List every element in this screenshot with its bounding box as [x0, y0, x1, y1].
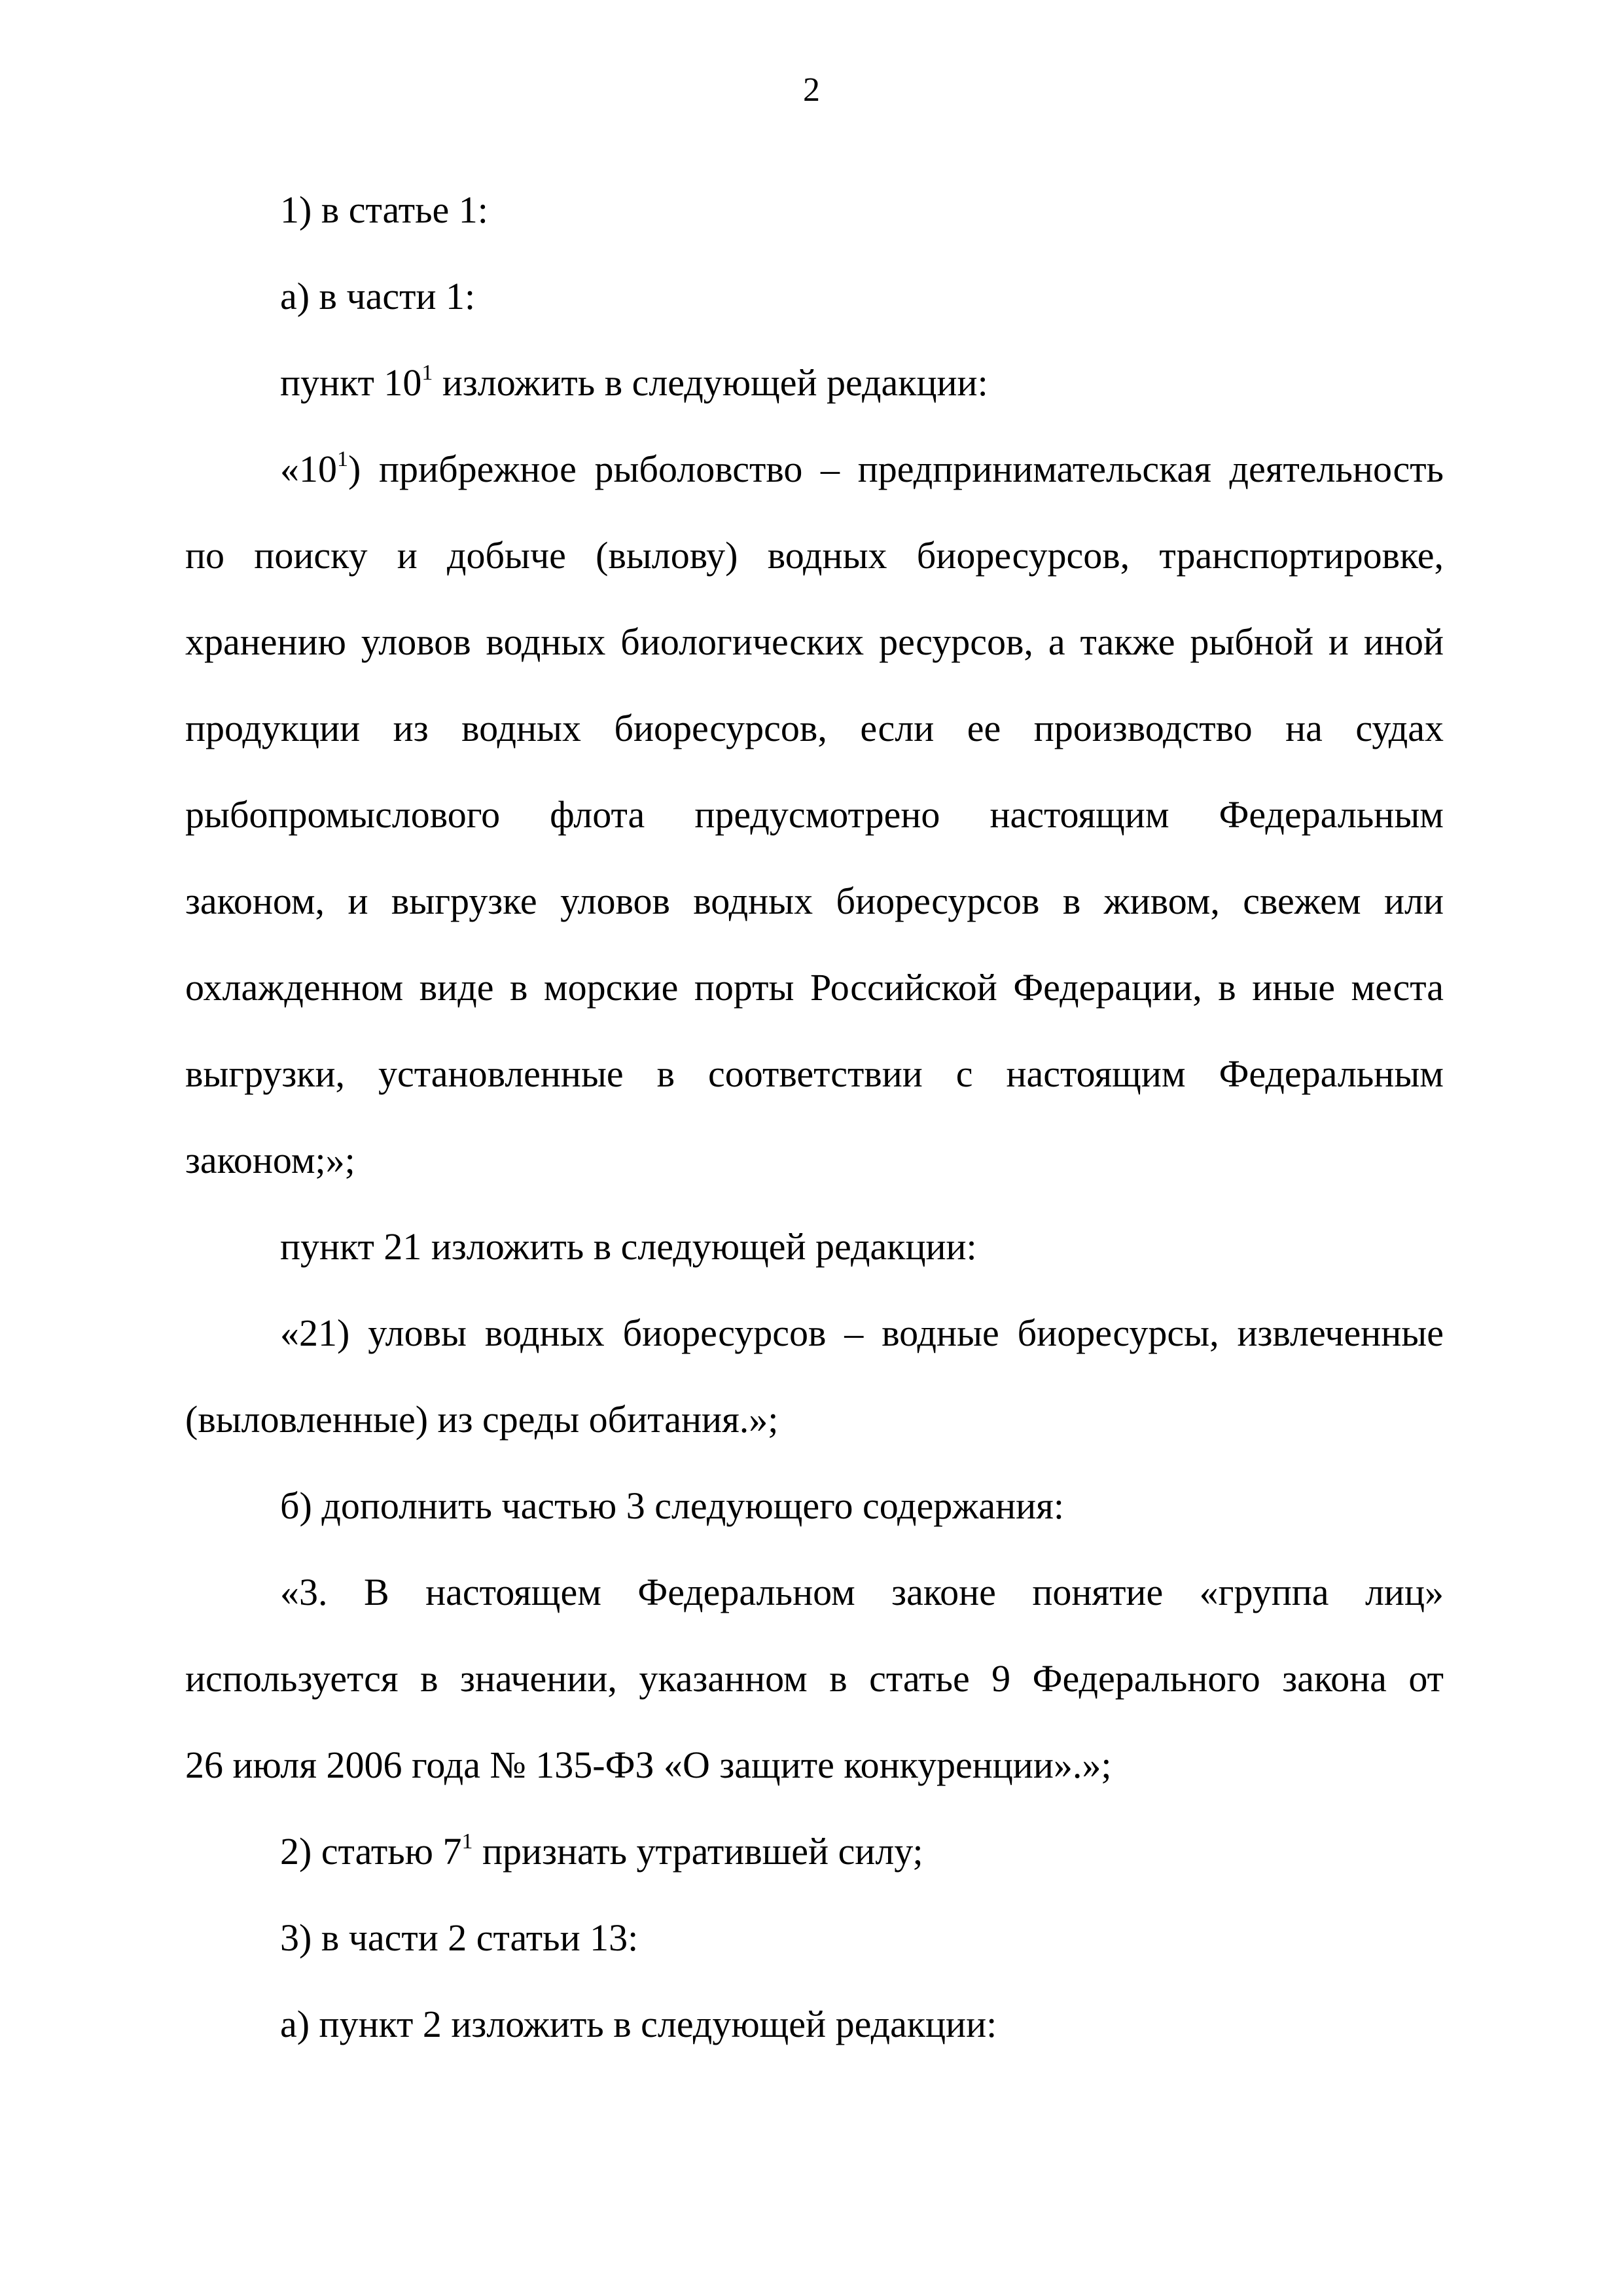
line-text: «10: [280, 448, 337, 490]
page-number: 2: [803, 71, 820, 109]
superscript-index: 1: [461, 1829, 473, 1854]
paragraph-line: хранению уловов водных биологических ресурсов, а также рыбной и иной: [185, 620, 1444, 663]
paragraph-line: по поиску и добыче (вылову) водных биоресурсов, транспортировке,: [185, 534, 1444, 577]
paragraph-line: б) дополнить частью 3 следующего содержания:: [280, 1484, 1064, 1527]
paragraph-line: а) в части 1:: [280, 275, 476, 317]
paragraph-line: пункт 21 изложить в следующей редакции:: [280, 1225, 977, 1268]
paragraph-line: [280, 1829, 923, 1874]
paragraph-line: продукции из водных биоресурсов, если ее производство на судах: [185, 707, 1444, 749]
line-text: признать утратившей силу;: [473, 1830, 923, 1873]
superscript-index: 1: [421, 361, 433, 385]
paragraph-line: законом;»;: [185, 1139, 355, 1181]
paragraph-line: законом, и выгрузке уловов водных биоресурсов в живом, свежем или: [185, 880, 1444, 922]
superscript-index: 1: [337, 447, 348, 471]
paragraph-line: «3. В настоящем Федеральном законе понятие «группа лиц»: [280, 1571, 1444, 1613]
line-text: изложить в следующей редакции:: [433, 361, 988, 404]
paragraph-line: используется в значении, указанном в статье 9 Федерального закона от: [185, 1657, 1444, 1700]
paragraph-line: (выловленные) из среды обитания.»;: [185, 1398, 779, 1441]
paragraph-line: выгрузки, установленные в соответствии с настоящим Федеральным: [185, 1052, 1444, 1095]
line-text: пункт 10: [280, 361, 422, 404]
line-text: 2) статью 7: [280, 1830, 462, 1873]
paragraph-line: 1) в статье 1:: [280, 188, 488, 231]
paragraph-line: «21) уловы водных биоресурсов – водные биоресурсы, извлеченные: [280, 1312, 1444, 1354]
paragraph-line: рыбопромыслового флота предусмотрено настоящим Федеральным: [185, 793, 1444, 836]
paragraph-line: 3) в части 2 статьи 13:: [280, 1916, 639, 1959]
paragraph-line: а) пункт 2 изложить в следующей редакции:: [280, 2003, 997, 2045]
paragraph-line: [280, 446, 1444, 492]
line-text: ) прибрежное рыболовство – предпринимательская деятельность: [348, 448, 1444, 490]
paragraph-line: 26 июля 2006 года № 135-ФЗ «О защите конкуренции».»;: [185, 1744, 1112, 1786]
paragraph-line: [280, 360, 988, 406]
paragraph-line: охлажденном виде в морские порты Российской Федерации, в иные места: [185, 966, 1444, 1009]
